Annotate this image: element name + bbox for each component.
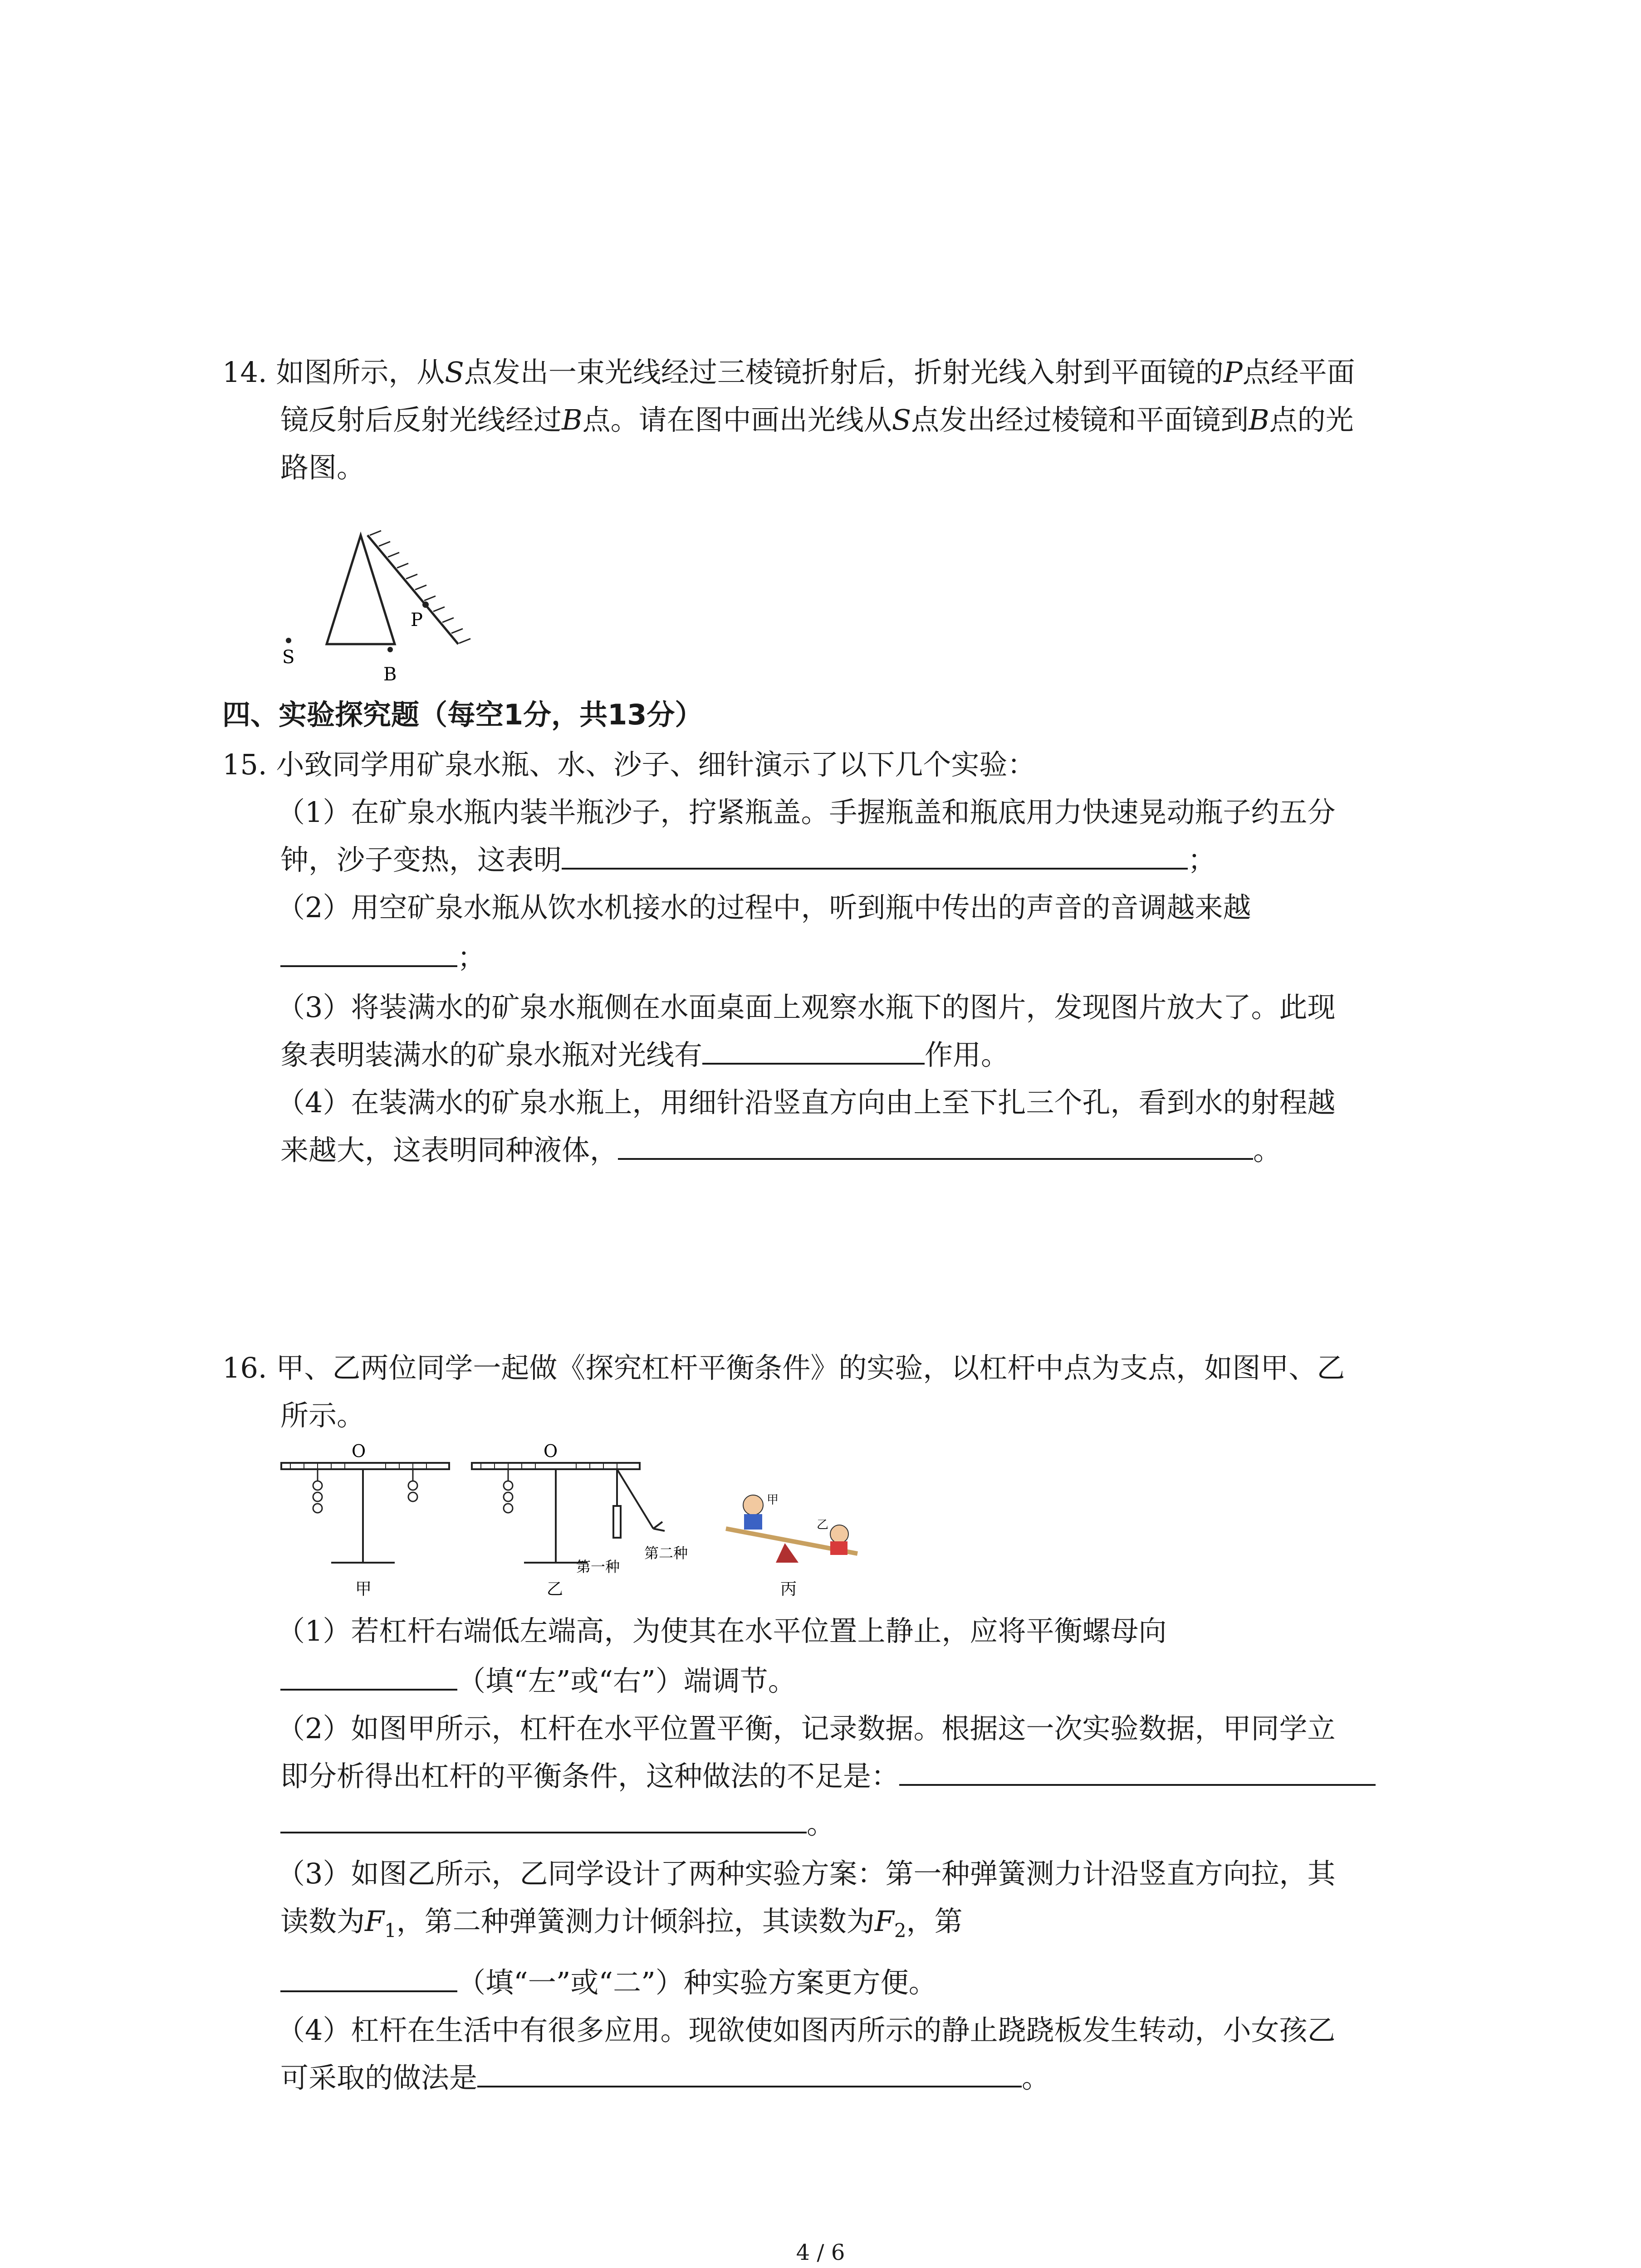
lever-figures xyxy=(272,1438,885,1606)
q16-text: 可采取的做法是 xyxy=(280,2061,478,2094)
answer-blank[interactable] xyxy=(280,1684,457,1691)
q16-text: （填“一”或“二”）种实验方案更方便。 xyxy=(457,1966,937,1999)
q14-text: 点发出经过棱镜和平面镜到 xyxy=(911,403,1249,436)
girl-jia-body xyxy=(744,1514,762,1530)
girl-yi-label: 乙 xyxy=(817,1518,829,1532)
girl-yi-body xyxy=(830,1541,847,1555)
q16-text: （填“左”或“右”）端调节。 xyxy=(457,1664,796,1697)
point-p-label: P xyxy=(411,610,423,631)
point-b-label: B xyxy=(383,664,397,685)
page-number xyxy=(0,2240,1641,2265)
q15-text: 钟，沙子变热，这表明 xyxy=(280,843,562,876)
figure-yi-label: 乙 xyxy=(547,1580,563,1598)
force-symbol: F xyxy=(365,1905,385,1938)
q16-p3-line3 xyxy=(280,1966,937,1999)
point-s-label: S xyxy=(282,647,295,668)
answer-blank[interactable] xyxy=(280,1986,457,1992)
q16-p1-line1 xyxy=(277,1614,1167,1647)
q15-number: 15. xyxy=(222,748,267,781)
q15-text: （3）将装满水的矿泉水瓶侧在水面桌面上观察水瓶下的图片，发现图片放大了。此现 xyxy=(277,991,1336,1024)
section-heading xyxy=(222,698,703,731)
q16-p3-line1 xyxy=(277,1857,1336,1890)
q15-text: （2）用空矿泉水瓶从饮水机接水的过程中，听到瓶中传出的声音的音调越来越 xyxy=(277,891,1251,924)
answer-blank[interactable] xyxy=(562,863,1188,870)
answer-blank[interactable] xyxy=(899,1779,1376,1786)
page-number-text: 4 / 6 xyxy=(796,2240,845,2265)
point-p-label: P xyxy=(1223,356,1243,389)
q16-text: ，第 xyxy=(906,1905,963,1938)
force-subscript: 1 xyxy=(384,1919,397,1942)
q16-p4-line2 xyxy=(280,2061,1050,2094)
weights-left xyxy=(313,1469,322,1513)
q14-text: 点的光 xyxy=(1269,403,1354,436)
point-b-label: B xyxy=(562,403,583,436)
q15-p4-line2 xyxy=(280,1134,1282,1167)
seesaw-bing xyxy=(726,1493,857,1598)
q15-text: ； xyxy=(1188,843,1216,876)
girl-jia-label: 甲 xyxy=(767,1493,779,1507)
q14-text: 路图。 xyxy=(280,451,365,484)
q15-text: 象表明装满水的矿泉水瓶对光线有 xyxy=(280,1038,703,1071)
point-s xyxy=(286,638,291,643)
q15-p2-line1 xyxy=(277,891,1251,924)
q15-stem xyxy=(222,748,1036,781)
first-method-label: 第一种 xyxy=(576,1558,620,1575)
q16-p1-line2 xyxy=(280,1664,796,1697)
second-method-label: 第二种 xyxy=(644,1545,688,1562)
figure-jia-label: 甲 xyxy=(355,1580,372,1598)
q16-text: 。 xyxy=(1022,2061,1050,2094)
pivot-o-label: O xyxy=(544,1441,558,1461)
answer-blank[interactable] xyxy=(280,961,457,967)
girl-yi-head xyxy=(830,1525,848,1543)
q16-text: 。 xyxy=(807,1807,835,1840)
q14-text: 点发出一束光线经过三棱镜折射后，折射光线入射到平面镜的 xyxy=(464,356,1224,389)
q15-p1-line1 xyxy=(277,796,1336,829)
q15-text: 作用。 xyxy=(925,1038,1009,1071)
spring-scale-vertical xyxy=(613,1469,621,1538)
q16-p4-line1 xyxy=(277,2014,1336,2047)
q16-stem-2 xyxy=(280,1399,365,1432)
point-s-label: S xyxy=(445,356,464,389)
q16-p2-line1 xyxy=(277,1712,1336,1745)
q15-p4-line1 xyxy=(277,1086,1336,1119)
spring-scale-tilted xyxy=(617,1469,665,1531)
q15-text: ； xyxy=(457,941,486,974)
answer-blank[interactable] xyxy=(280,1827,807,1833)
q15-text: 来越大，这表明同种液体， xyxy=(280,1134,618,1167)
q14-line-3 xyxy=(280,451,365,484)
q16-number: 16. xyxy=(222,1351,267,1384)
q14-text: 镜反射后反射光线经过 xyxy=(280,403,562,436)
answer-blank[interactable] xyxy=(477,2081,1022,2087)
q16-p2-line2 xyxy=(280,1760,1376,1793)
q16-text: 所示。 xyxy=(280,1399,365,1432)
q15-text: 。 xyxy=(1253,1134,1282,1167)
q16-text: （1）若杠杆右端低左端高，为使其在水平位置上静止，应将平衡螺母向 xyxy=(277,1614,1167,1647)
q14-number: 14. xyxy=(222,356,267,389)
force-subscript: 2 xyxy=(894,1919,906,1942)
q14-text: 如图所示，从 xyxy=(276,356,445,389)
q14-line-1 xyxy=(222,356,1355,389)
girl-jia-head xyxy=(743,1495,763,1515)
q16-text: （3）如图乙所示，乙同学设计了两种实验方案：第一种弹簧测力计沿竖直方向拉，其 xyxy=(277,1857,1336,1890)
q15-p1-line2 xyxy=(280,843,1216,876)
q15-p3-line1 xyxy=(277,993,1335,1022)
q16-text: （2）如图甲所示，杠杆在水平位置平衡，记录数据。根据这一次实验数据，甲同学立 xyxy=(277,1712,1336,1745)
q15-text: （1）在矿泉水瓶内装半瓶沙子，拧紧瓶盖。手握瓶盖和瓶底用力快速晃动瓶子约五分 xyxy=(277,796,1336,829)
prism-triangle xyxy=(327,535,395,644)
q14-text: 点。请在图中画出光线从 xyxy=(582,403,892,436)
point-p xyxy=(422,601,429,608)
q16-text: （4）杠杆在生活中有很多应用。现欲使如图丙所示的静止跷跷板发生转动，小女孩乙 xyxy=(277,2014,1336,2047)
q14-text: 点经平面 xyxy=(1242,356,1355,389)
lever-bar xyxy=(472,1463,640,1469)
q16-text: ，第二种弹簧测力计倾斜拉，其读数为 xyxy=(396,1905,875,1938)
q15-text: （4）在装满水的矿泉水瓶上，用细针沿竖直方向由上至下扎三个孔，看到水的射程越 xyxy=(277,1086,1336,1119)
weights-left xyxy=(504,1469,513,1513)
prism-mirror-figure xyxy=(272,522,476,689)
q16-text: 甲、乙两位同学一起做《探究杠杆平衡条件》的实验，以杠杆中点为支点，如图甲、乙 xyxy=(276,1351,1345,1384)
q16-p3-line2 xyxy=(280,1907,963,1940)
section-title: 四、实验探究题（每空1分，共13分） xyxy=(222,698,703,731)
point-b-label: B xyxy=(1249,403,1269,436)
lever-jia xyxy=(281,1441,449,1598)
q15-p2-line2 xyxy=(280,943,485,972)
figure-bing-label: 丙 xyxy=(780,1580,797,1598)
answer-blank[interactable] xyxy=(702,1058,925,1065)
point-b xyxy=(387,647,393,652)
q16-p2-line3 xyxy=(280,1807,835,1840)
point-s-label: S xyxy=(892,403,911,436)
pivot-o-label: O xyxy=(352,1441,366,1461)
lever-yi xyxy=(472,1441,688,1598)
q14-line-2 xyxy=(280,403,1354,436)
q16-text: 即分析得出杠杆的平衡条件，这种做法的不足是： xyxy=(280,1760,900,1793)
seesaw-fulcrum xyxy=(776,1543,798,1563)
force-symbol: F xyxy=(874,1905,894,1938)
answer-blank[interactable] xyxy=(618,1154,1253,1160)
q15-text: 小致同学用矿泉水瓶、水、沙子、细针演示了以下几个实验： xyxy=(276,748,1036,781)
q16-stem-1 xyxy=(222,1351,1345,1384)
lever-bar xyxy=(281,1463,449,1469)
q16-text: 读数为 xyxy=(280,1905,365,1938)
q15-p3-line2 xyxy=(280,1038,1009,1071)
weights-right xyxy=(408,1469,417,1501)
